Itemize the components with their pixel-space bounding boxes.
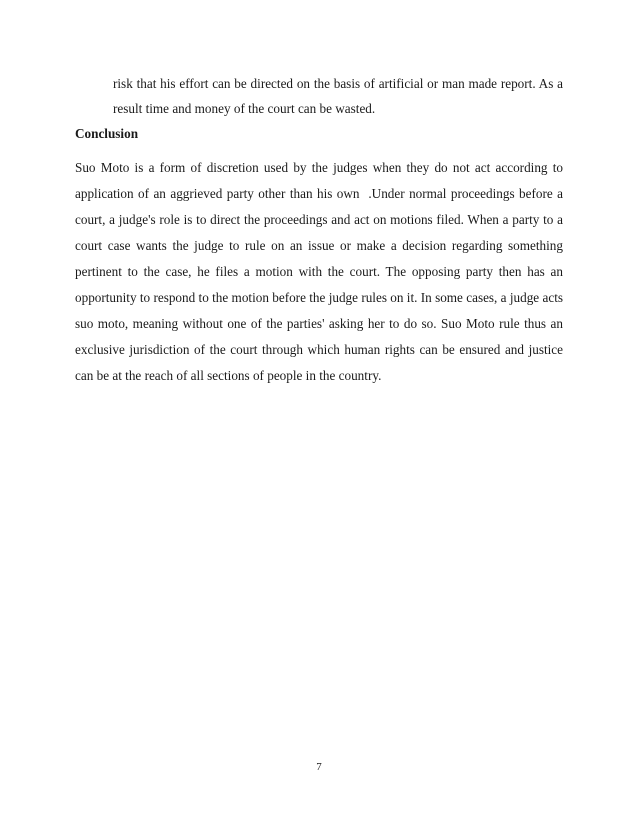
page-number: 7 — [316, 761, 322, 773]
section-heading: Conclusion — [75, 126, 139, 141]
body-paragraph: Suo Moto is a form of discretion used by the judges when they do not act according to application of an aggrieved party other than his own .Under normal proceedings before a court, a judge's role is to direct the proceedings and act on motions filed. When a party to a court case wants the judge to rule on an issue or make a decision regarding something pertinent to the case, he files a motion with the court. The opposing party then has an opportunity to respond to the motion before the judge rules on it. In some cases, a judge acts suo moto, meaning without one of the parties' asking her to do so. Suo Moto rule thus an exclusive jurisdiction of the court through which human rights can be ensured and justice can be at the reach of all sections of people in the country. — [75, 160, 567, 383]
continuation-paragraph: risk that his effort can be directed on the basis of artificial or man made report. As a result time and money of the court can be wasted. — [113, 76, 563, 116]
